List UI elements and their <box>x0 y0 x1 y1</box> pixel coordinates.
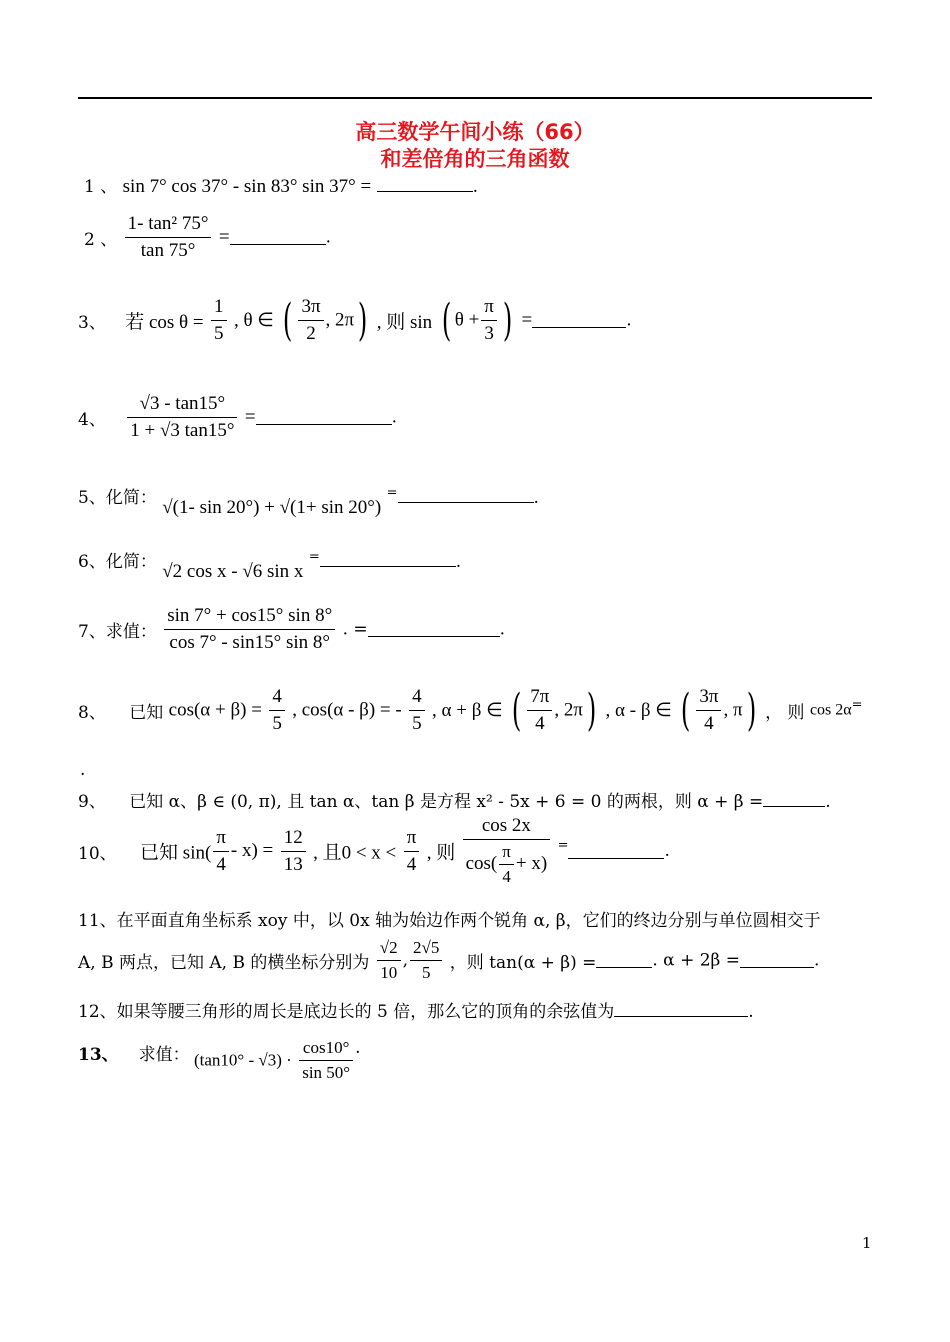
page-number: 1 <box>862 1234 872 1252</box>
q12-answer-blank[interactable] <box>614 1002 748 1017</box>
q2-answer-blank[interactable] <box>230 230 326 245</box>
q4-fraction: $\frac{√3 - \tan 15^\circ}{1 + √3 \tan 15^\circ}$ <box>127 393 237 442</box>
q2-fraction: $\frac{\text{1- tan² 75°}}{\tan 75^\circ}$ <box>125 213 212 262</box>
page-title: 高三数学午间小练（66） <box>355 120 595 144</box>
q11-answer-blank-2[interactable] <box>740 953 814 968</box>
q1-expression: sin 7° cos 37° - sin 83° sin 37° = <box>122 176 372 197</box>
q8-dot: . <box>80 760 86 780</box>
question-8: 8、 已知 cos(α + β) = $\frac{4}{5}$ , cos(α - β) = - $\frac{4}{5}$ , α + β ∈ ( $\frac{7\pi}{4}$ , 2π) , α - β ∈ ( $\frac{3\pi}{4}$ , π) ， 则 cos 2α= <box>78 684 863 736</box>
q4-answer-blank[interactable] <box>256 410 392 425</box>
q6-answer-blank[interactable] <box>320 552 456 567</box>
q9-answer-blank[interactable] <box>763 792 825 807</box>
q1-answer-blank[interactable] <box>377 177 473 192</box>
question-6: 6、化简： √2 cos x - √6 sin x = . <box>78 549 462 582</box>
question-4: 4、 $\frac{√3 - \tan 15^\circ}{1 + √3 \tan 15^\circ}$ = . <box>78 393 397 441</box>
question-7: 7、求值： $\frac{\sin 7^\circ + \cos 15^\circ \sin 8^\circ}{\cos 7^\circ - \sin 15^\circ \sin 8^\circ}$ . = . <box>78 605 506 653</box>
question-2: 2 、 $\frac{\text{1- tan² 75°}}{\tan 75^\circ}$ = . <box>84 213 332 261</box>
q5-answer-blank[interactable] <box>398 488 534 503</box>
q7-answer-blank[interactable] <box>368 622 500 637</box>
header-rule <box>78 97 872 99</box>
q11-answer-blank-1[interactable] <box>596 953 652 968</box>
page-subtitle: 和差倍角的三角函数 <box>380 147 570 171</box>
question-1: 1 、 sin 7° cos 37° - sin 83° sin 37° = . <box>84 176 478 197</box>
q13-expression: (tan10° - √3) · $\frac{\cos 10^\circ}{\sin 50^\circ}$ . <box>194 1038 361 1082</box>
q7-fraction: $\frac{\sin 7^\circ + \cos 15^\circ \sin 8^\circ}{\cos 7^\circ - \sin 15^\circ \sin 8^\circ}$ <box>164 605 335 654</box>
q10-answer-blank[interactable] <box>568 844 664 859</box>
question-13: 13、 求值： <box>78 1045 190 1065</box>
question-10: 10、 已知 sin( $\frac{\pi}{4}$ - x) = $\frac{12}{13}$ , 且0 < x < $\frac{\pi}{4}$ , 则 cos 2x cos( $\frac{\pi}{4}$ + x) = . <box>78 815 670 886</box>
question-9: 9、 已知 α、β ∈ (0, π), 且 tan α、tan β 是方程 x² - 5x + 6 = 0 的两根，则 α + β = . <box>78 792 831 812</box>
question-3: 3、 若 cos θ = $\frac{1}{5}$ , θ ∈ ( $\frac{3\pi}{2}$ , 2π) , 则 sin ( θ + $\frac{\pi}{3}$ ) = . <box>78 294 632 346</box>
q3-answer-blank[interactable] <box>532 313 626 328</box>
question-5: 5、化简： √(1- sin 20°) + √(1+ sin 20°) = . <box>78 485 539 518</box>
question-11-line2: A, B 两点，已知 A, B 的横坐标分别为 $\frac{√2}{10}$ , $\frac{2√5}{5}$ ，则 tan(α + β) = . α + 2β = . <box>78 938 820 982</box>
q6-expression: √2 cos x - √6 sin x <box>162 561 304 582</box>
question-12: 12、如果等腰三角形的周长是底边长的 5 倍，那么它的顶角的余弦值为 . <box>78 1002 754 1022</box>
q5-expression: √(1- sin 20°) + √(1+ sin 20°) <box>162 497 382 518</box>
question-11-line1: 11、在平面直角坐标系 xoy 中，以 0x 轴为始边作两个锐角 α, β，它们的终边分别与单位圆相交于 <box>78 911 821 931</box>
